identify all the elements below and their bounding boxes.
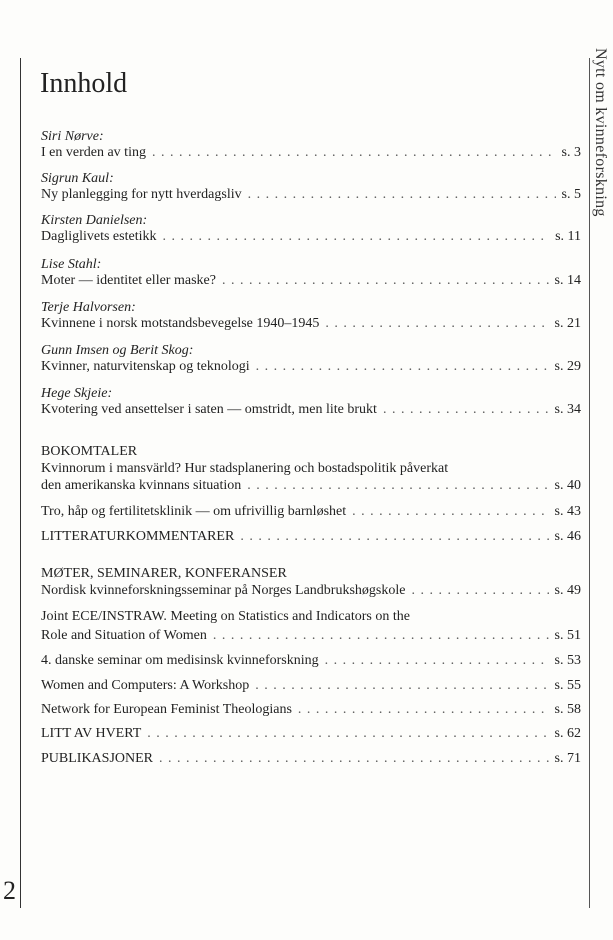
entry-title: Dagliglivets estetikk	[41, 229, 157, 244]
dot-leader	[159, 750, 549, 768]
entry-title: LITT AV HVERT	[41, 726, 142, 741]
toc-entry-litteratur[interactable]	[41, 528, 581, 546]
entry-title: Role and Situation of Women	[41, 628, 207, 643]
entry-title: PUBLIKASJONER	[41, 751, 154, 766]
toc-entry[interactable]	[41, 677, 581, 695]
article-author: Terje Halvorsen:	[41, 300, 136, 315]
toc-entry[interactable]	[41, 582, 581, 600]
dot-leader	[411, 582, 548, 600]
entry-title: 4. danske seminar om medisinsk kvinneforskning	[41, 653, 319, 668]
dot-leader	[298, 701, 549, 719]
right-margin-rule	[589, 58, 590, 908]
dot-leader	[162, 228, 549, 246]
entry-page: s. 21	[554, 316, 581, 331]
journal-side-title: Nytt om kvinneforskning	[592, 48, 609, 217]
toc-entry[interactable]	[41, 627, 581, 645]
toc-entry[interactable]	[41, 358, 581, 376]
dot-leader	[248, 186, 556, 204]
toc-entry[interactable]	[41, 228, 581, 246]
toc-entry[interactable]	[41, 503, 581, 521]
entry-title: Kvinnene i norsk motstandsbevegelse 1940–1945	[41, 316, 320, 331]
entry-title: Nordisk kvinneforskningsseminar på Norges Landbrukshøgskole	[41, 583, 406, 598]
dot-leader	[255, 677, 548, 695]
entry-title: Moter — identitet eller maske?	[41, 273, 216, 288]
page-title: Innhold	[40, 68, 128, 99]
dot-leader	[325, 315, 548, 333]
entry-title: LITTERATURKOMMENTARER	[41, 529, 235, 544]
entry-page: s. 53	[554, 653, 581, 668]
dot-leader	[383, 401, 549, 419]
toc-entry[interactable]	[41, 186, 581, 204]
entry-title: I en verden av ting	[41, 145, 146, 160]
toc-entry-litt-av-hvert[interactable]	[41, 725, 581, 743]
entry-page: s. 49	[554, 583, 581, 598]
dot-leader	[152, 144, 556, 162]
article-author: Sigrun Kaul:	[41, 171, 114, 186]
toc-entry[interactable]	[41, 315, 581, 333]
entry-page: s. 71	[554, 751, 581, 766]
dot-leader	[247, 477, 548, 495]
toc-entry[interactable]	[41, 272, 581, 290]
entry-page: s. 14	[554, 273, 581, 288]
article-author: Lise Stahl:	[41, 257, 102, 272]
entry-page: s. 62	[554, 726, 581, 741]
page-number: 2	[3, 876, 16, 905]
entry-title-line: Kvinnorum i mansvärld? Hur stadsplanering och bostadspolitik påverkat	[41, 461, 449, 476]
left-margin-rule	[20, 58, 21, 908]
entry-title: Kvinner, naturvitenskap og teknologi	[41, 359, 250, 374]
article-author: Hege Skjeie:	[41, 386, 113, 401]
dot-leader	[352, 503, 548, 521]
entry-title: Network for European Feminist Theologians	[41, 702, 292, 717]
entry-page: s. 11	[555, 229, 581, 244]
article-author: Gunn Imsen og Berit Skog:	[41, 343, 194, 358]
dot-leader	[325, 652, 549, 670]
article-author: Kirsten Danielsen:	[41, 213, 148, 228]
entry-page: s. 55	[554, 678, 581, 693]
entry-page: s. 58	[554, 702, 581, 717]
toc-entry[interactable]	[41, 401, 581, 419]
dot-leader	[240, 528, 548, 546]
entry-page: s. 40	[554, 478, 581, 493]
entry-page: s. 46	[554, 529, 581, 544]
entry-page: s. 43	[554, 504, 581, 519]
entry-title-line: Joint ECE/INSTRAW. Meeting on Statistics and Indicators on the	[41, 609, 410, 624]
toc-entry[interactable]	[41, 144, 581, 162]
dot-leader	[213, 627, 549, 645]
entry-page: s. 3	[561, 145, 581, 160]
entry-title: Ny planlegging for nytt hverdagsliv	[41, 187, 242, 202]
dot-leader	[222, 272, 549, 290]
toc-entry[interactable]	[41, 652, 581, 670]
section-heading-bokomtaler: BOKOMTALER	[41, 444, 138, 459]
entry-page: s. 5	[561, 187, 581, 202]
entry-title: Tro, håp og fertilitetsklinik — om ufrivillig barnløshet	[41, 504, 347, 519]
section-heading-moter: MØTER, SEMINARER, KONFERANSER	[41, 566, 287, 581]
entry-title: Women and Computers: A Workshop	[41, 678, 250, 693]
entry-page: s. 51	[554, 628, 581, 643]
article-author: Siri Nørve:	[41, 129, 104, 144]
entry-page: s. 29	[554, 359, 581, 374]
dot-leader	[256, 358, 549, 376]
dot-leader	[147, 725, 548, 743]
entry-page: s. 34	[554, 402, 581, 417]
entry-title: den amerikanska kvinnans situation	[41, 478, 242, 493]
entry-title: Kvotering ved ansettelser i saten — omstridt, men lite brukt	[41, 402, 377, 417]
toc-entry[interactable]	[41, 477, 581, 495]
toc-entry-publikasjoner[interactable]	[41, 750, 581, 768]
toc-entry[interactable]	[41, 701, 581, 719]
